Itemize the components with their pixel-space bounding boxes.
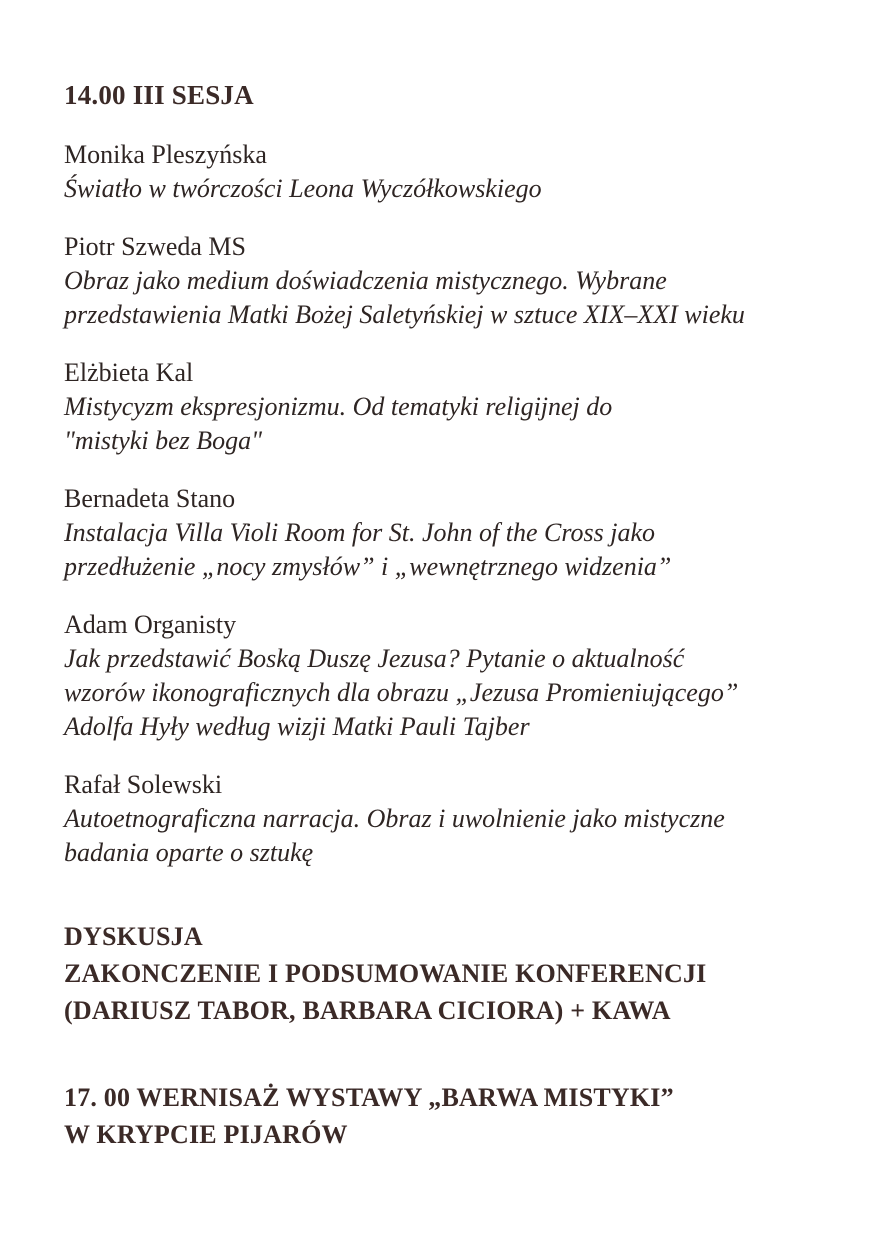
talk-item xyxy=(64,138,818,206)
vernissage-location-line: W KRYPCIE PIJARÓW xyxy=(64,1120,348,1149)
talk-item xyxy=(64,230,818,332)
discussion-label: DYSKUSJA xyxy=(64,922,203,951)
talk-title-line: badania oparte o sztukę xyxy=(64,838,314,867)
speaker-name: Adam Organisty xyxy=(64,610,237,639)
talk-title-line: Jak przedstawić Boską Duszę Jezusa? Pytanie o aktualność xyxy=(64,644,685,673)
talk-title-line: Światło w twórczości Leona Wyczółkowskiego xyxy=(64,174,542,203)
closing-presenters-line: (DARIUSZ TABOR, BARBARA CICIORA) + KAWA xyxy=(64,996,671,1025)
talk-title-line: przedstawienia Matki Bożej Saletyńskiej w sztuce XIX–XXI wieku xyxy=(64,300,745,329)
speaker-name: Bernadeta Stano xyxy=(64,484,236,513)
talk-title-line: Autoetnograficzna narracja. Obraz i uwolnienie jako mistyczne xyxy=(64,804,725,833)
talk-title-line: Mistycyzm ekspresjonizmu. Od tematyki religijnej do xyxy=(64,392,613,421)
talk-title-line: Adolfa Hyły według wizji Matki Pauli Tajber xyxy=(64,712,530,741)
talk-item xyxy=(64,482,818,584)
closing-block xyxy=(64,918,818,1029)
speaker-name: Piotr Szweda MS xyxy=(64,232,246,261)
talk-title-line: przedłużenie „nocy zmysłów” i „wewnętrznego widzenia” xyxy=(64,552,672,581)
session-header: 14.00 III SESJA xyxy=(64,80,254,110)
vernissage-title-line: 17. 00 WERNISAŻ WYSTAWY „BARWA MISTYKI” xyxy=(64,1083,674,1112)
talk-item xyxy=(64,356,818,458)
talk-title-line: "mistyki bez Boga" xyxy=(64,426,263,455)
vernissage-block xyxy=(64,1079,818,1153)
talk-title-line: Instalacja Villa Violi Room for St. John of the Cross jako xyxy=(64,518,655,547)
talk-title-line: Obraz jako medium doświadczenia mistycznego. Wybrane xyxy=(64,266,667,295)
talk-item xyxy=(64,608,818,744)
closing-summary-line: ZAKONCZENIE I PODSUMOWANIE KONFERENCJI xyxy=(64,959,707,988)
talk-title-line: wzorów ikonograficznych dla obrazu „Jezusa Promieniującego” xyxy=(64,678,739,707)
talks-list xyxy=(64,138,818,870)
talk-item xyxy=(64,768,818,870)
speaker-name: Monika Pleszyńska xyxy=(64,140,267,169)
speaker-name: Rafał Solewski xyxy=(64,770,223,799)
speaker-name: Elżbieta Kal xyxy=(64,358,194,387)
